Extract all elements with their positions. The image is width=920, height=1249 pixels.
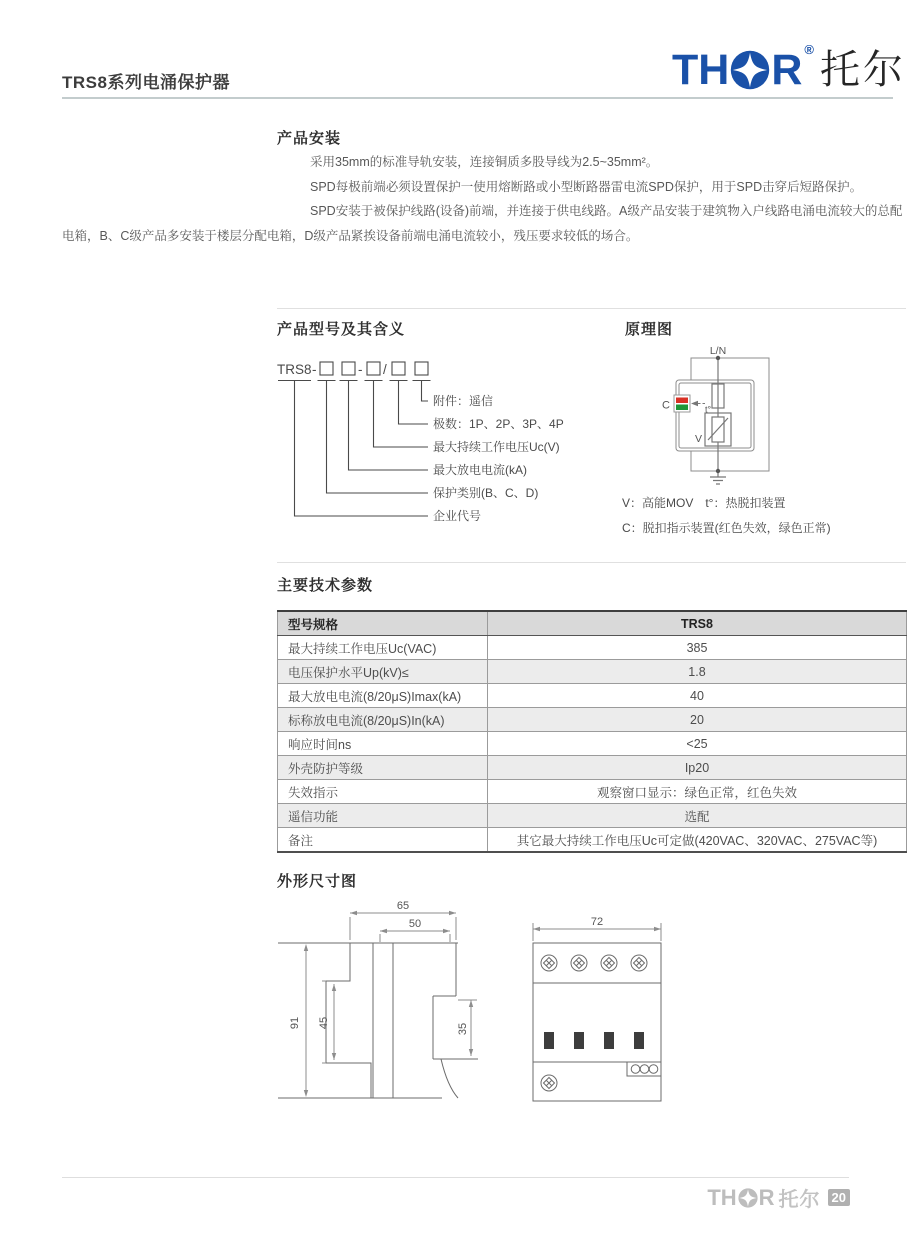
brand-logo [672,44,906,96]
param-value: 其它最大持续工作电压Uc可定做(420VAC、320VAC、275VAC等) [488,828,907,853]
page-number: 20 [828,1189,850,1206]
param-label: 备注 [278,828,488,853]
section-heading-model: 产品型号及其含义 [277,321,406,338]
model-label-uc: 最大持续工作电压Uc(V) [433,440,560,454]
param-value: 40 [488,684,907,708]
dim-50: 50 [408,918,422,930]
model-box-5 [415,362,428,375]
param-label: 电压保护水平Up(kV)≤ [278,660,488,684]
installation-paragraph-2: SPD每极前端必须设置保护一使用熔断路或小型断路器雷电流SPD保护，用于SPD击穿后短路保护。 [310,179,863,194]
param-label: 最大持续工作电压Uc(VAC) [278,636,488,660]
model-box-1 [320,362,333,375]
installation-paragraphs [62,150,905,248]
table-row [278,708,907,732]
section-divider-1 [277,308,906,309]
dim-35: 35 [457,1022,469,1036]
param-label: 失效指示 [278,780,488,804]
model-label-accessory: 附件：遥信 [433,394,494,408]
footer-divider [62,1177,849,1178]
section-heading-schematic: 原理图 [625,321,674,338]
model-box-4 [392,362,405,375]
side-view-drawing [278,900,478,1098]
footer-logo-th: TH [707,1184,737,1210]
terminal-block [627,1062,661,1076]
model-sep-1: - [312,362,317,377]
side-view-dim-labels [289,900,469,1035]
footer-brand [707,1183,850,1212]
table-row [278,660,907,684]
param-value: <25 [488,732,907,756]
dim-91: 91 [289,1016,301,1030]
side-view-dim-arrows [304,911,473,1097]
dim-72: 72 [590,916,604,928]
dim-65: 65 [396,900,410,912]
table-row [278,732,907,756]
param-label: 遥信功能 [278,804,488,828]
table-row [278,804,907,828]
col-header-spec: 型号规格 [278,611,488,636]
registered-mark: ® [804,42,814,57]
model-code-diagram [277,356,637,528]
table-row [278,636,907,660]
param-label: 最大放电电流(8/20μS)Imax(kA) [278,684,488,708]
schematic-enclosure [676,358,769,471]
v-label: V [694,433,702,445]
model-sep-3: / [383,362,387,377]
footer-thor-star-icon [738,1188,758,1208]
param-value: 20 [488,708,907,732]
model-label-company: 企业代号 [433,509,482,523]
schematic-diagram [635,346,915,494]
param-value: Ip20 [488,756,907,780]
line-neutral-label: L/N [709,346,727,357]
schematic-legend-v: V：高能MOV t°：热脱扣装置 [622,496,786,510]
model-code-lines [278,362,431,516]
side-view-dim-lines [306,913,477,1094]
footer-logo-cn: 托尔 [778,1189,821,1211]
param-value: 1.8 [488,660,907,684]
footer-logo-r: R [758,1184,775,1210]
param-value: 观察窗口显示：绿色正常，红色失效 [488,780,907,804]
page-title: TRS8系列电涌保护器 [62,73,230,92]
table-header-row [278,611,907,636]
parameters-table [277,610,907,853]
section-heading-installation: 产品安装 [277,130,342,147]
front-view-drawing [533,916,661,1101]
c-label: C [662,399,670,412]
param-label: 响应时间ns [278,732,488,756]
model-prefix: TRS8 [277,362,312,377]
dimension-drawings [278,896,678,1116]
t-label: t° [705,404,712,415]
indicator-red-bar [676,398,688,404]
table-row [278,684,907,708]
model-label-poles: 极数：1P、2P、3P、4P [433,417,564,431]
section-divider-2 [277,562,906,563]
model-label-imax: 最大放电电流(kA) [433,463,527,477]
param-label: 外壳防护等级 [278,756,488,780]
param-value: 选配 [488,804,907,828]
indicator-green-bar [676,405,688,411]
model-code-labels [433,393,564,523]
col-header-model: TRS8 [488,611,907,636]
header-divider [62,97,893,99]
table-row [278,756,907,780]
section-heading-parameters: 主要技术参数 [277,577,374,594]
logo-text-cn: 托尔 [820,48,906,92]
model-label-class: 保护类别(B、C、D) [433,486,539,500]
junction-dot-bottom [716,469,720,473]
table-row [278,828,907,853]
logo-text-th: TH [672,45,730,94]
param-label: 标称放电电流(8/20μS)In(kA) [278,708,488,732]
dim-45: 45 [318,1016,330,1030]
section-heading-dimensions: 外形尺寸图 [277,873,358,890]
model-box-3 [367,362,380,375]
param-value: 385 [488,636,907,660]
model-sep-2: - [358,362,363,377]
table-row [278,780,907,804]
installation-paragraph-1: 采用35mm的标准导轨安装，连接铜质多股导线为2.5~35mm²。 [310,155,659,169]
thor-star-icon [730,50,770,90]
installation-paragraph-3: SPD安装于被保护线路(设备)前端，并连接于供电线路。A级产品安装于建筑物入户线路电涌电流较大的总配电箱，B、C级产品多安装于楼层分配电箱，D级产品紧挨设备前端电涌电流较小，残压要求较低的场合。 [62,204,903,243]
indicator-windows [544,1032,644,1049]
model-box-2 [342,362,355,375]
logo-text-r: R [771,45,803,94]
schematic-legend-c: C：脱扣指示装置(红色失效，绿色正常) [622,521,831,535]
